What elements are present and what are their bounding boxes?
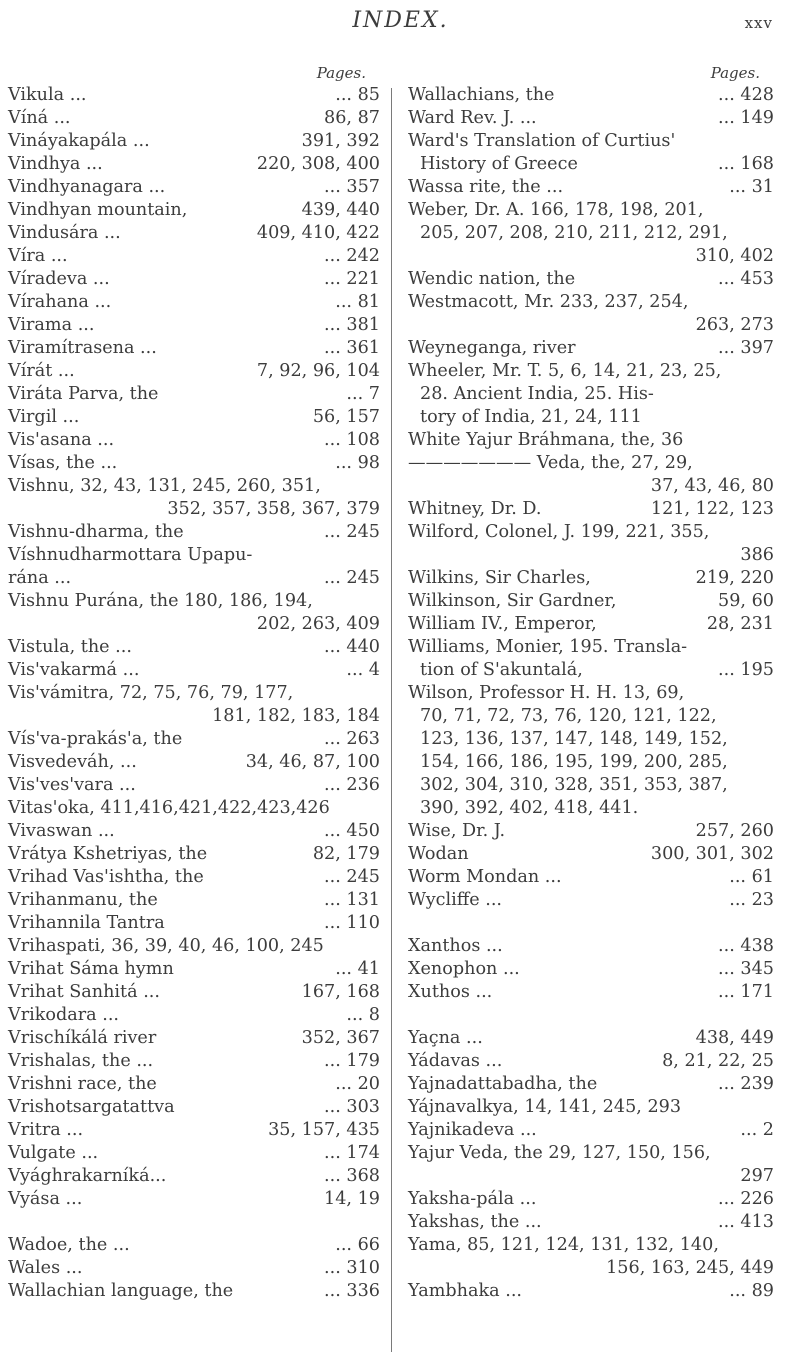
- entry-pages: ... 397: [718, 338, 774, 358]
- entry-term: Vrikodara ...: [8, 1005, 120, 1025]
- entry-term: Viráta Parva, the: [8, 384, 159, 404]
- entry-term: Vishnu, 32, 43, 131, 245, 260, 351,: [8, 476, 321, 496]
- index-entry: [408, 728, 774, 751]
- index-entry: [8, 935, 380, 958]
- entry-term: Vindhyanagara ...: [8, 177, 166, 197]
- entry-term: Víná ...: [8, 108, 71, 128]
- index-entry: [8, 1188, 380, 1211]
- entry-pages: 219, 220: [695, 568, 774, 588]
- index-entry: [8, 843, 380, 866]
- index-entry: [408, 889, 774, 912]
- index-entry: [8, 1073, 380, 1096]
- entry-term: Vyághrakarníká...: [8, 1166, 167, 1186]
- entry-pages: 121, 122, 123: [650, 499, 774, 519]
- entry-continuation: 37, 43, 46, 80: [650, 476, 774, 496]
- index-entry: [408, 1280, 774, 1303]
- index-entry: [408, 130, 774, 153]
- index-entry: [408, 222, 774, 245]
- index-entry: [8, 176, 380, 199]
- index-entry: [408, 268, 774, 291]
- index-entry: [8, 475, 380, 521]
- entry-term: Yakshas, the ...: [408, 1212, 542, 1232]
- index-entry: [408, 337, 774, 360]
- entry-pages: 300, 301, 302: [650, 844, 774, 864]
- index-entry: [408, 1027, 774, 1050]
- entry-pages: 438, 449: [695, 1028, 774, 1048]
- index-entry: [408, 429, 774, 452]
- entry-pages: ... 440: [324, 637, 380, 657]
- index-entry: [8, 222, 380, 245]
- entry-pages: ... 245: [324, 568, 380, 588]
- entry-pages: ... 149: [718, 108, 774, 128]
- entry-pages: 56, 157: [312, 407, 380, 427]
- right-column-heading: Pages.: [710, 64, 760, 82]
- index-entry: [8, 452, 380, 475]
- entry-term: 154, 166, 186, 195, 199, 200, 285,: [420, 752, 728, 772]
- left-entry-list: [8, 84, 380, 1303]
- index-entry: [408, 245, 774, 268]
- entry-pages: ... 195: [718, 660, 774, 680]
- index-entry: [8, 360, 380, 383]
- index-entry: [8, 912, 380, 935]
- index-entry: [408, 1188, 774, 1211]
- entry-term: Xenophon ...: [408, 959, 520, 979]
- index-entry: [408, 107, 774, 130]
- index-entry: [8, 521, 380, 544]
- entry-term: Yaksha-pála ...: [408, 1189, 537, 1209]
- entry-term: White Yajur Bráhmana, the, 36: [408, 430, 684, 450]
- index-entry: [408, 751, 774, 774]
- index-entry: [408, 153, 774, 176]
- index-entry: [8, 682, 380, 728]
- index-entry: [8, 1096, 380, 1119]
- index-entry: [408, 199, 774, 222]
- entry-pages: ... 81: [335, 292, 380, 312]
- entry-pages: 409, 410, 422: [256, 223, 380, 243]
- entry-term: Visvedeváh, ...: [8, 752, 137, 772]
- entry-term: tory of India, 21, 24, 111: [420, 407, 642, 427]
- index-entry: [8, 429, 380, 452]
- entry-pages: 7, 92, 96, 104: [256, 361, 380, 381]
- entry-pages: ... 174: [324, 1143, 380, 1163]
- index-entry: [8, 567, 380, 590]
- entry-term: Wilford, Colonel, J. 199, 221, 355,: [408, 522, 710, 542]
- index-entry: [408, 383, 774, 406]
- index-entry: [8, 1234, 380, 1257]
- entry-continuation: 263, 273: [695, 315, 774, 335]
- entry-term: Víra ...: [8, 246, 68, 266]
- entry-pages: ... 336: [324, 1281, 380, 1301]
- entry-continuation: 310, 402: [695, 246, 774, 266]
- entry-term: Vrihat Sáma hymn: [8, 959, 174, 979]
- entry-pages: ... 108: [324, 430, 380, 450]
- entry-term: 28. Ancient India, 25. His-: [420, 384, 654, 404]
- entry-term: Vishnu-dharma, the: [8, 522, 184, 542]
- index-entry: [408, 843, 774, 866]
- index-entry: [408, 636, 774, 659]
- entry-term: Vitas'oka, 411,416,421,422,423,426: [8, 798, 330, 818]
- index-entry: [8, 268, 380, 291]
- index-entry: [408, 360, 774, 383]
- entry-term: Ward's Translation of Curtius': [408, 131, 676, 151]
- entry-term: Yájnavalkya, 14, 141, 245, 293: [408, 1097, 682, 1117]
- left-column-heading: Pages.: [316, 64, 366, 82]
- index-entry: [408, 866, 774, 889]
- index-entry: [408, 705, 774, 728]
- index-entry: [408, 1142, 774, 1188]
- entry-pages: 86, 87: [324, 108, 380, 128]
- index-entry: [408, 1119, 774, 1142]
- entry-term: Yaçna ...: [408, 1028, 483, 1048]
- entry-term: Vrihat Sanhitá ...: [8, 982, 160, 1002]
- entry-term: Vírahana ...: [8, 292, 112, 312]
- entry-pages: ... 131: [324, 890, 380, 910]
- entry-term: Yádavas ...: [408, 1051, 503, 1071]
- entry-term: Vírát ...: [8, 361, 75, 381]
- section-gap: [408, 1004, 774, 1027]
- entry-term: Wendic nation, the: [408, 269, 576, 289]
- index-entry: [8, 728, 380, 751]
- index-entry: [408, 452, 774, 498]
- entry-term: Yajnadattabadha, the: [408, 1074, 598, 1094]
- entry-pages: ... 239: [718, 1074, 774, 1094]
- entry-pages: 391, 392: [301, 131, 380, 151]
- entry-pages: 220, 308, 400: [256, 154, 380, 174]
- entry-term: Vistula, the ...: [8, 637, 132, 657]
- entry-pages: ... 413: [718, 1212, 774, 1232]
- index-entry: [408, 613, 774, 636]
- entry-pages: ... 168: [718, 154, 774, 174]
- entry-continuation: 297: [740, 1166, 774, 1186]
- entry-term: Vrishotsargatattva: [8, 1097, 175, 1117]
- entry-continuation: 386: [740, 545, 774, 565]
- entry-term: Wilkins, Sir Charles,: [408, 568, 591, 588]
- index-entry: [8, 866, 380, 889]
- entry-term: Vritra ...: [8, 1120, 84, 1140]
- entry-term: tion of S'akuntalá,: [420, 660, 583, 680]
- entry-pages: ... 20: [335, 1074, 380, 1094]
- entry-term: 205, 207, 208, 210, 211, 212, 291,: [420, 223, 728, 243]
- entry-pages: ... 368: [324, 1166, 380, 1186]
- entry-term: Vrischíkálá river: [8, 1028, 157, 1048]
- entry-pages: ... 98: [335, 453, 380, 473]
- entry-pages: ... 303: [324, 1097, 380, 1117]
- left-column: [8, 62, 380, 1303]
- index-entry: [8, 1142, 380, 1165]
- right-column: [408, 62, 774, 1303]
- entry-pages: 59, 60: [718, 591, 774, 611]
- entry-term: Vis'ves'vara ...: [8, 775, 136, 795]
- entry-term: Williams, Monier, 195. Transla-: [408, 637, 688, 657]
- entry-term: 302, 304, 310, 328, 351, 353, 387,: [420, 775, 728, 795]
- index-entry: [408, 291, 774, 337]
- entry-term: Vrihanmanu, the: [8, 890, 158, 910]
- index-entry: [8, 774, 380, 797]
- entry-pages: ... 61: [729, 867, 774, 887]
- entry-term: Wycliffe ...: [408, 890, 503, 910]
- entry-pages: 8, 21, 22, 25: [662, 1051, 774, 1071]
- entry-term: Vrihannila Tantra: [8, 913, 165, 933]
- entry-term: Whitney, Dr. D.: [408, 499, 542, 519]
- entry-term: William IV., Emperor,: [408, 614, 597, 634]
- entry-term: Víshnudharmottara Upapu-: [8, 545, 253, 565]
- entry-term: Vrishalas, the ...: [8, 1051, 154, 1071]
- entry-pages: ... 450: [324, 821, 380, 841]
- entry-pages: ... 171: [718, 982, 774, 1002]
- entry-pages: 167, 168: [301, 982, 380, 1002]
- entry-term: Yambhaka ...: [408, 1281, 523, 1301]
- entry-continuation: 156, 163, 245, 449: [606, 1258, 774, 1278]
- entry-term: Viramítrasena ...: [8, 338, 157, 358]
- entry-pages: 82, 179: [312, 844, 380, 864]
- entry-term: 123, 136, 137, 147, 148, 149, 152,: [420, 729, 728, 749]
- entry-pages: 14, 19: [324, 1189, 380, 1209]
- index-entry: [408, 1050, 774, 1073]
- index-entry: [8, 130, 380, 153]
- index-entry: [8, 636, 380, 659]
- entry-term: Vindusára ...: [8, 223, 121, 243]
- index-entry: [8, 797, 380, 820]
- index-entry: [8, 958, 380, 981]
- entry-pages: ... 7: [346, 384, 380, 404]
- page-number: xxv: [744, 14, 773, 32]
- entry-pages: ... 263: [324, 729, 380, 749]
- entry-pages: ... 89: [729, 1281, 774, 1301]
- entry-term: Víradeva ...: [8, 269, 110, 289]
- entry-pages: ... 2: [740, 1120, 774, 1140]
- index-entry: [408, 590, 774, 613]
- entry-term: Vrihad Vas'ishtha, the: [8, 867, 204, 887]
- entry-pages: ... 242: [324, 246, 380, 266]
- index-entry: [408, 176, 774, 199]
- entry-pages: ... 221: [324, 269, 380, 289]
- entry-term: Vrihaspati, 36, 39, 40, 46, 100, 245: [8, 936, 324, 956]
- entry-term: Vishnu Purána, the 180, 186, 194,: [8, 591, 313, 611]
- index-entry: [8, 1257, 380, 1280]
- index-entry: [8, 291, 380, 314]
- right-entry-list: [408, 84, 774, 1303]
- index-entry: [408, 498, 774, 521]
- index-entry: [8, 153, 380, 176]
- entry-pages: ... 110: [324, 913, 380, 933]
- index-entry: [408, 406, 774, 429]
- entry-continuation: 202, 263, 409: [256, 614, 380, 634]
- entry-pages: ... 31: [729, 177, 774, 197]
- index-entry: [8, 1280, 380, 1303]
- index-entry: [408, 797, 774, 820]
- entry-pages: ... 245: [324, 522, 380, 542]
- section-gap: [408, 912, 774, 935]
- entry-term: Wheeler, Mr. T. 5, 6, 14, 21, 23, 25,: [408, 361, 722, 381]
- entry-term: Vyása ...: [8, 1189, 83, 1209]
- entry-term: Wadoe, the ...: [8, 1235, 130, 1255]
- entry-term: Weyneganga, river: [408, 338, 576, 358]
- entry-pages: ... 453: [718, 269, 774, 289]
- entry-pages: ... 8: [346, 1005, 380, 1025]
- entry-pages: ... 381: [324, 315, 380, 335]
- index-entry: [8, 199, 380, 222]
- entry-term: Vindhyan mountain,: [8, 200, 188, 220]
- entry-term: Wilson, Professor H. H. 13, 69,: [408, 683, 685, 703]
- entry-pages: ... 428: [718, 85, 774, 105]
- entry-pages: 352, 367: [301, 1028, 380, 1048]
- entry-continuation: 181, 182, 183, 184: [212, 706, 380, 726]
- index-entry: [8, 889, 380, 912]
- entry-pages: ... 361: [324, 338, 380, 358]
- entry-term: Yama, 85, 121, 124, 131, 132, 140,: [408, 1235, 719, 1255]
- index-entry: [8, 659, 380, 682]
- entry-term: Vis'asana ...: [8, 430, 115, 450]
- index-entry: [408, 981, 774, 1004]
- entry-term: Vrátya Kshetriyas, the: [8, 844, 208, 864]
- entry-term: Vis'vámitra, 72, 75, 76, 79, 177,: [8, 683, 294, 703]
- entry-term: Vináyakapála ...: [8, 131, 150, 151]
- index-entry: [8, 751, 380, 774]
- entry-pages: ... 66: [335, 1235, 380, 1255]
- entry-pages: 439, 440: [301, 200, 380, 220]
- entry-term: Yajur Veda, the 29, 127, 150, 156,: [408, 1143, 711, 1163]
- entry-term: 390, 392, 402, 418, 441.: [420, 798, 639, 818]
- entry-pages: 34, 46, 87, 100: [245, 752, 380, 772]
- index-entry: [8, 590, 380, 636]
- index-entry: [8, 337, 380, 360]
- entry-term: Weber, Dr. A. 166, 178, 198, 201,: [408, 200, 704, 220]
- index-entry: [408, 84, 774, 107]
- entry-pages: 28, 231: [706, 614, 774, 634]
- entry-pages: ... 310: [324, 1258, 380, 1278]
- index-entry: [8, 544, 380, 567]
- entry-term: Worm Mondan ...: [408, 867, 562, 887]
- index-entry: [408, 1211, 774, 1234]
- index-entry: [8, 1050, 380, 1073]
- entry-term: Wilkinson, Sir Gardner,: [408, 591, 617, 611]
- entry-term: Wallachian language, the: [8, 1281, 234, 1301]
- index-entry: [8, 1004, 380, 1027]
- entry-pages: ... 245: [324, 867, 380, 887]
- page-title: INDEX.: [352, 8, 449, 33]
- index-entry: [8, 84, 380, 107]
- entry-term: Ward Rev. J. ...: [408, 108, 537, 128]
- index-entry: [8, 107, 380, 130]
- entry-term: Yajnikadeva ...: [408, 1120, 537, 1140]
- index-entry: [8, 1027, 380, 1050]
- entry-pages: ... 4: [346, 660, 380, 680]
- column-divider: [391, 88, 392, 1352]
- index-entry: [408, 935, 774, 958]
- entry-pages: 35, 157, 435: [268, 1120, 380, 1140]
- entry-pages: ... 41: [335, 959, 380, 979]
- index-entry: [408, 774, 774, 797]
- entry-term: Vis'vakarmá ...: [8, 660, 140, 680]
- entry-pages: ... 438: [718, 936, 774, 956]
- index-entry: [408, 1234, 774, 1280]
- entry-term: rána ...: [8, 568, 72, 588]
- index-entry: [8, 820, 380, 843]
- entry-term: Wales ...: [8, 1258, 83, 1278]
- section-gap: [8, 1211, 380, 1234]
- index-entry: [408, 659, 774, 682]
- entry-term: Wallachians, the: [408, 85, 555, 105]
- index-entry: [408, 820, 774, 843]
- index-entry: [408, 958, 774, 981]
- index-entry: [8, 245, 380, 268]
- entry-term: Vís'va-prakás'a, the: [8, 729, 183, 749]
- entry-pages: ... 85: [335, 85, 380, 105]
- entry-term: Vulgate ...: [8, 1143, 99, 1163]
- entry-term: Westmacott, Mr. 233, 237, 254,: [408, 292, 689, 312]
- entry-term: Wodan: [408, 844, 469, 864]
- entry-pages: 257, 260: [695, 821, 774, 841]
- entry-term: Vrishni race, the: [8, 1074, 157, 1094]
- entry-term: ——————— Veda, the, 27, 29,: [408, 453, 693, 473]
- index-entry: [408, 567, 774, 590]
- index-entry: [8, 406, 380, 429]
- index-entry: [8, 1119, 380, 1142]
- index-entry: [408, 1073, 774, 1096]
- entry-term: Vikula ...: [8, 85, 87, 105]
- entry-term: Vindhya ...: [8, 154, 103, 174]
- entry-continuation: 352, 357, 358, 367, 379: [167, 499, 380, 519]
- entry-pages: ... 23: [729, 890, 774, 910]
- index-entry: [8, 1165, 380, 1188]
- entry-pages: ... 226: [718, 1189, 774, 1209]
- entry-term: Wise, Dr. J.: [408, 821, 506, 841]
- entry-term: Vivaswan ...: [8, 821, 115, 841]
- entry-term: Virgil ...: [8, 407, 80, 427]
- index-entry: [8, 383, 380, 406]
- entry-pages: ... 236: [324, 775, 380, 795]
- index-entry: [8, 981, 380, 1004]
- entry-term: Xuthos ...: [408, 982, 493, 1002]
- entry-term: Virama ...: [8, 315, 95, 335]
- entry-term: Xanthos ...: [408, 936, 503, 956]
- index-entry: [408, 521, 774, 567]
- entry-term: History of Greece: [420, 154, 578, 174]
- entry-pages: ... 179: [324, 1051, 380, 1071]
- entry-pages: ... 345: [718, 959, 774, 979]
- entry-term: Vísas, the ...: [8, 453, 118, 473]
- index-entry: [408, 1096, 774, 1119]
- index-entry: [408, 682, 774, 705]
- entry-pages: ... 357: [324, 177, 380, 197]
- entry-term: Wassa rite, the ...: [408, 177, 564, 197]
- index-entry: [8, 314, 380, 337]
- entry-term: 70, 71, 72, 73, 76, 120, 121, 122,: [420, 706, 717, 726]
